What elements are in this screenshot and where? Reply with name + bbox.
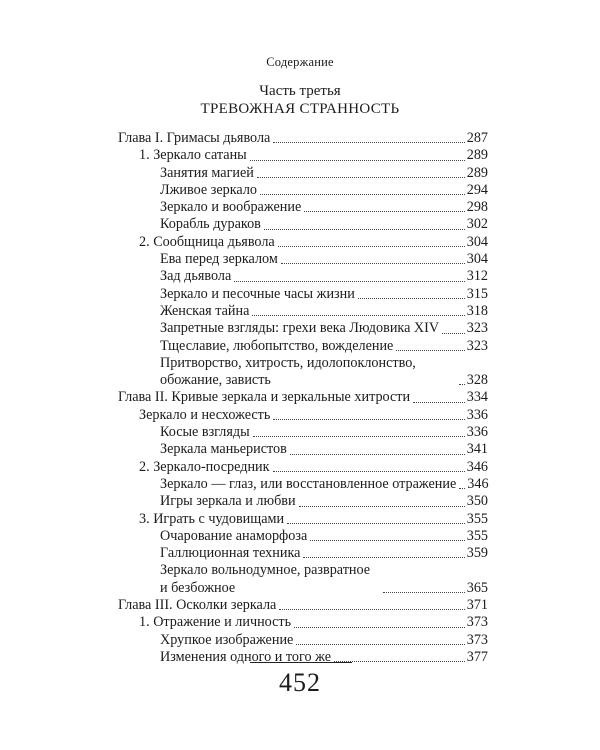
- toc-entry-title: Глава III. Осколки зеркала: [118, 597, 277, 614]
- dot-leader: [260, 194, 465, 195]
- toc-entry-title: Зеркало и воображение: [160, 199, 302, 216]
- toc-entry-subsection[interactable]: [118, 355, 488, 390]
- toc-entry-page: 315: [466, 285, 488, 302]
- toc-entry-title: Ева перед зеркалом: [160, 251, 278, 268]
- toc-entry-page: 371: [466, 597, 488, 614]
- toc-entry-title: Корабль дураков: [160, 216, 261, 233]
- running-head: Содержание: [266, 55, 334, 69]
- toc-entry-page: 355: [466, 510, 488, 527]
- dot-leader: [299, 506, 465, 507]
- toc-entry-section[interactable]: [118, 511, 488, 528]
- toc-entry-subsection[interactable]: [118, 649, 488, 666]
- toc-entry-subsection[interactable]: [118, 165, 488, 182]
- toc-entry-subsection[interactable]: [118, 303, 488, 320]
- toc-entry-page: 334: [466, 389, 488, 406]
- dot-leader: [304, 211, 464, 212]
- toc-entry-title: 2. Сообщница дьявола: [139, 233, 275, 250]
- toc-entry-title: Изменения одного и того же: [160, 648, 332, 665]
- toc-entry-title: Занятия магией: [160, 164, 254, 181]
- toc-entry-page: 312: [466, 268, 488, 285]
- toc-entry-subsection[interactable]: [118, 199, 488, 216]
- toc-entry-subsection[interactable]: [118, 286, 488, 303]
- dot-leader: [273, 142, 464, 143]
- toc-entry-title: Зеркало и песочные часы жизни: [160, 285, 355, 302]
- toc-entry-title: Очарование анаморфоза: [160, 527, 308, 544]
- toc-entry-page: 355: [466, 527, 488, 544]
- toc-entry-title: 1. Зеркало сатаны: [139, 147, 247, 164]
- toc-entry-page: 289: [466, 147, 488, 164]
- dot-leader: [310, 540, 464, 541]
- toc-entry-page: 336: [466, 406, 488, 423]
- table-of-contents: [118, 130, 488, 666]
- toc-entry-page: 287: [466, 130, 488, 146]
- toc-entry-subsection[interactable]: [118, 251, 488, 268]
- toc-entry-subsection[interactable]: [118, 216, 488, 233]
- toc-entry-title: Лживое зеркало: [160, 181, 257, 198]
- toc-entry-title: Женская тайна: [160, 302, 250, 319]
- dot-leader: [296, 644, 464, 645]
- dot-leader: [250, 160, 465, 161]
- toc-entry-page: 350: [466, 493, 488, 510]
- toc-entry-title: Тщеславие, любопытство, вожделение: [160, 337, 394, 354]
- dot-leader: [290, 454, 465, 455]
- toc-entry-subsection[interactable]: [118, 528, 488, 545]
- toc-entry-title: Зеркало — глаз, или восстановленное отражение: [160, 475, 457, 492]
- toc-entry-page: 289: [466, 164, 488, 181]
- toc-entry-chapter[interactable]: [118, 130, 488, 147]
- dot-leader: [273, 419, 464, 420]
- dot-leader: [252, 315, 464, 316]
- toc-entry-page: 377: [466, 648, 488, 665]
- toc-entry-page: 318: [466, 302, 488, 319]
- toc-entry-section[interactable]: [118, 407, 488, 424]
- toc-entry-subsection[interactable]: [118, 476, 488, 493]
- dot-leader: [358, 298, 465, 299]
- toc-entry-title: Хрупкое изображение: [160, 631, 294, 648]
- dot-leader: [442, 333, 465, 334]
- toc-entry-title: 3. Играть с чудовищами: [139, 510, 285, 527]
- dot-leader: [334, 661, 465, 662]
- toc-entry-section[interactable]: [118, 147, 488, 164]
- dot-leader: [253, 436, 465, 437]
- toc-entry-subsection[interactable]: [118, 632, 488, 649]
- toc-entry-section[interactable]: [118, 614, 488, 631]
- toc-entry-title: Игры зеркала и любви: [160, 493, 296, 510]
- toc-entry-subsection[interactable]: [118, 182, 488, 199]
- dot-leader: [413, 402, 465, 403]
- toc-entry-title: Зеркало вольнодумное, развратное и безбожное: [160, 562, 371, 596]
- part-label: Часть третья: [259, 83, 341, 99]
- dot-leader: [264, 229, 465, 230]
- toc-entry-title: Косые взгляды: [160, 424, 250, 441]
- toc-entry-subsection[interactable]: [118, 320, 488, 337]
- toc-entry-subsection[interactable]: [118, 545, 488, 562]
- toc-entry-page: 328: [466, 372, 488, 389]
- toc-entry-subsection[interactable]: [118, 268, 488, 285]
- dot-leader: [303, 557, 464, 558]
- toc-entry-page: 346: [467, 475, 489, 492]
- toc-entry-title: Галлюционная техника: [160, 545, 301, 562]
- dot-leader: [257, 177, 465, 178]
- toc-entry-title: Зад дьявола: [160, 268, 232, 285]
- toc-entry-title: Зеркало и несхожесть: [139, 406, 271, 423]
- toc-entry-title: 2. Зеркало-посредник: [139, 458, 270, 475]
- toc-entry-page: 341: [466, 441, 488, 458]
- toc-entry-title: Зеркала маньеристов: [160, 441, 287, 458]
- dot-leader: [273, 471, 465, 472]
- dot-leader: [281, 263, 465, 264]
- toc-entry-page: 346: [466, 458, 488, 475]
- toc-entry-subsection[interactable]: [118, 493, 488, 510]
- toc-entry-page: 298: [466, 199, 488, 216]
- dot-leader: [287, 523, 465, 524]
- toc-entry-subsection[interactable]: [118, 562, 488, 597]
- toc-entry-title: Притворство, хитрость, идолопоклонство, обожание, зависть: [160, 354, 416, 389]
- dot-leader: [383, 592, 465, 593]
- dot-leader: [396, 350, 464, 351]
- toc-entry-subsection[interactable]: [118, 424, 488, 441]
- toc-entry-page: 359: [466, 545, 488, 562]
- footer-rule: [250, 662, 352, 663]
- toc-entry-subsection[interactable]: [118, 441, 488, 458]
- toc-entry-title: Запретные взгляды: грехи века Людовика XIV: [160, 320, 440, 337]
- toc-entry-page: 294: [466, 181, 488, 198]
- toc-entry-page: 373: [466, 614, 488, 631]
- dot-leader: [459, 384, 465, 385]
- toc-entry-page: 365: [466, 579, 488, 596]
- toc-entry-page: 336: [466, 424, 488, 441]
- dot-leader: [278, 246, 465, 247]
- toc-entry-page: 302: [466, 216, 488, 233]
- toc-entry-page: 373: [466, 631, 488, 648]
- toc-entry-chapter[interactable]: [118, 597, 488, 614]
- dot-leader: [294, 627, 465, 628]
- toc-entry-title: 1. Отражение и личность: [139, 614, 292, 631]
- toc-entry-chapter[interactable]: [118, 389, 488, 406]
- toc-entry-page: 323: [466, 320, 488, 337]
- dot-leader: [234, 281, 464, 282]
- toc-entry-page: 304: [466, 251, 488, 268]
- toc-entry-section[interactable]: [118, 459, 488, 476]
- toc-entry-section[interactable]: [118, 234, 488, 251]
- toc-entry-page: 323: [466, 337, 488, 354]
- toc-entry-page: 304: [466, 233, 488, 250]
- toc-entry-subsection[interactable]: [118, 338, 488, 355]
- part-title: ТРЕВОЖНАЯ СТРАННОСТЬ: [200, 101, 400, 117]
- toc-entry-title: Глава I. Гримасы дьявола: [118, 130, 271, 146]
- dot-leader: [279, 609, 464, 610]
- dot-leader: [459, 488, 465, 489]
- toc-entry-title: Глава II. Кривые зеркала и зеркальные хитрости: [118, 389, 411, 406]
- page-number: 452: [279, 668, 321, 697]
